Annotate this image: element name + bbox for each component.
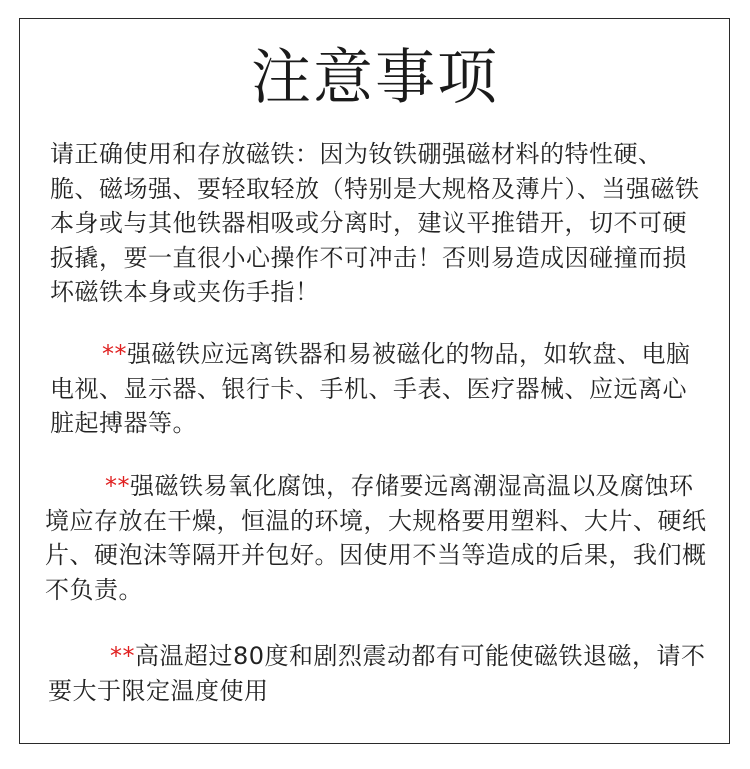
red-asterisk-marker: **: [105, 472, 130, 500]
notice-paragraph-storage: [45, 469, 715, 607]
page-title: 注意事项: [251, 43, 499, 113]
paragraph-text: 请正确使用和存放磁铁：因为钕铁硼强磁材料的特性硬、脆、磁场强、要轻取轻放（特别是大规格及薄片）、当强磁铁本身或与其他铁器相吸或分离时，建议平推错开，切不可硬扳撬，要一直很小心操作不可冲击！否则易造成因碰撞而损坏磁铁本身或夹伤手指！: [50, 140, 700, 306]
notice-paragraph-handling: [50, 137, 710, 310]
red-asterisk-marker: **: [102, 340, 127, 368]
paragraph-text: 强磁铁应远离铁器和易被磁化的物品，如软盘、电脑电视、显示器、银行卡、手机、手表、医疗器械、应远离心脏起搏器等。: [50, 340, 691, 437]
paragraph-text: 高温超过80度和剧烈震动都有可能使磁铁退磁，请不要大于限定温度使用: [48, 642, 706, 705]
paragraph-text: 强磁铁易氧化腐蚀，存储要远离潮湿高温以及腐蚀环境应存放在干燥，恒温的环境，大规格要用塑料、大片、硬纸片、硬泡沫等隔开并包好。因使用不当等造成的后果，我们概不负责。: [45, 472, 707, 604]
red-asterisk-marker: **: [110, 642, 135, 670]
notice-paragraph-temperature: [48, 639, 718, 708]
notice-paragraph-magnetization: [50, 337, 710, 441]
